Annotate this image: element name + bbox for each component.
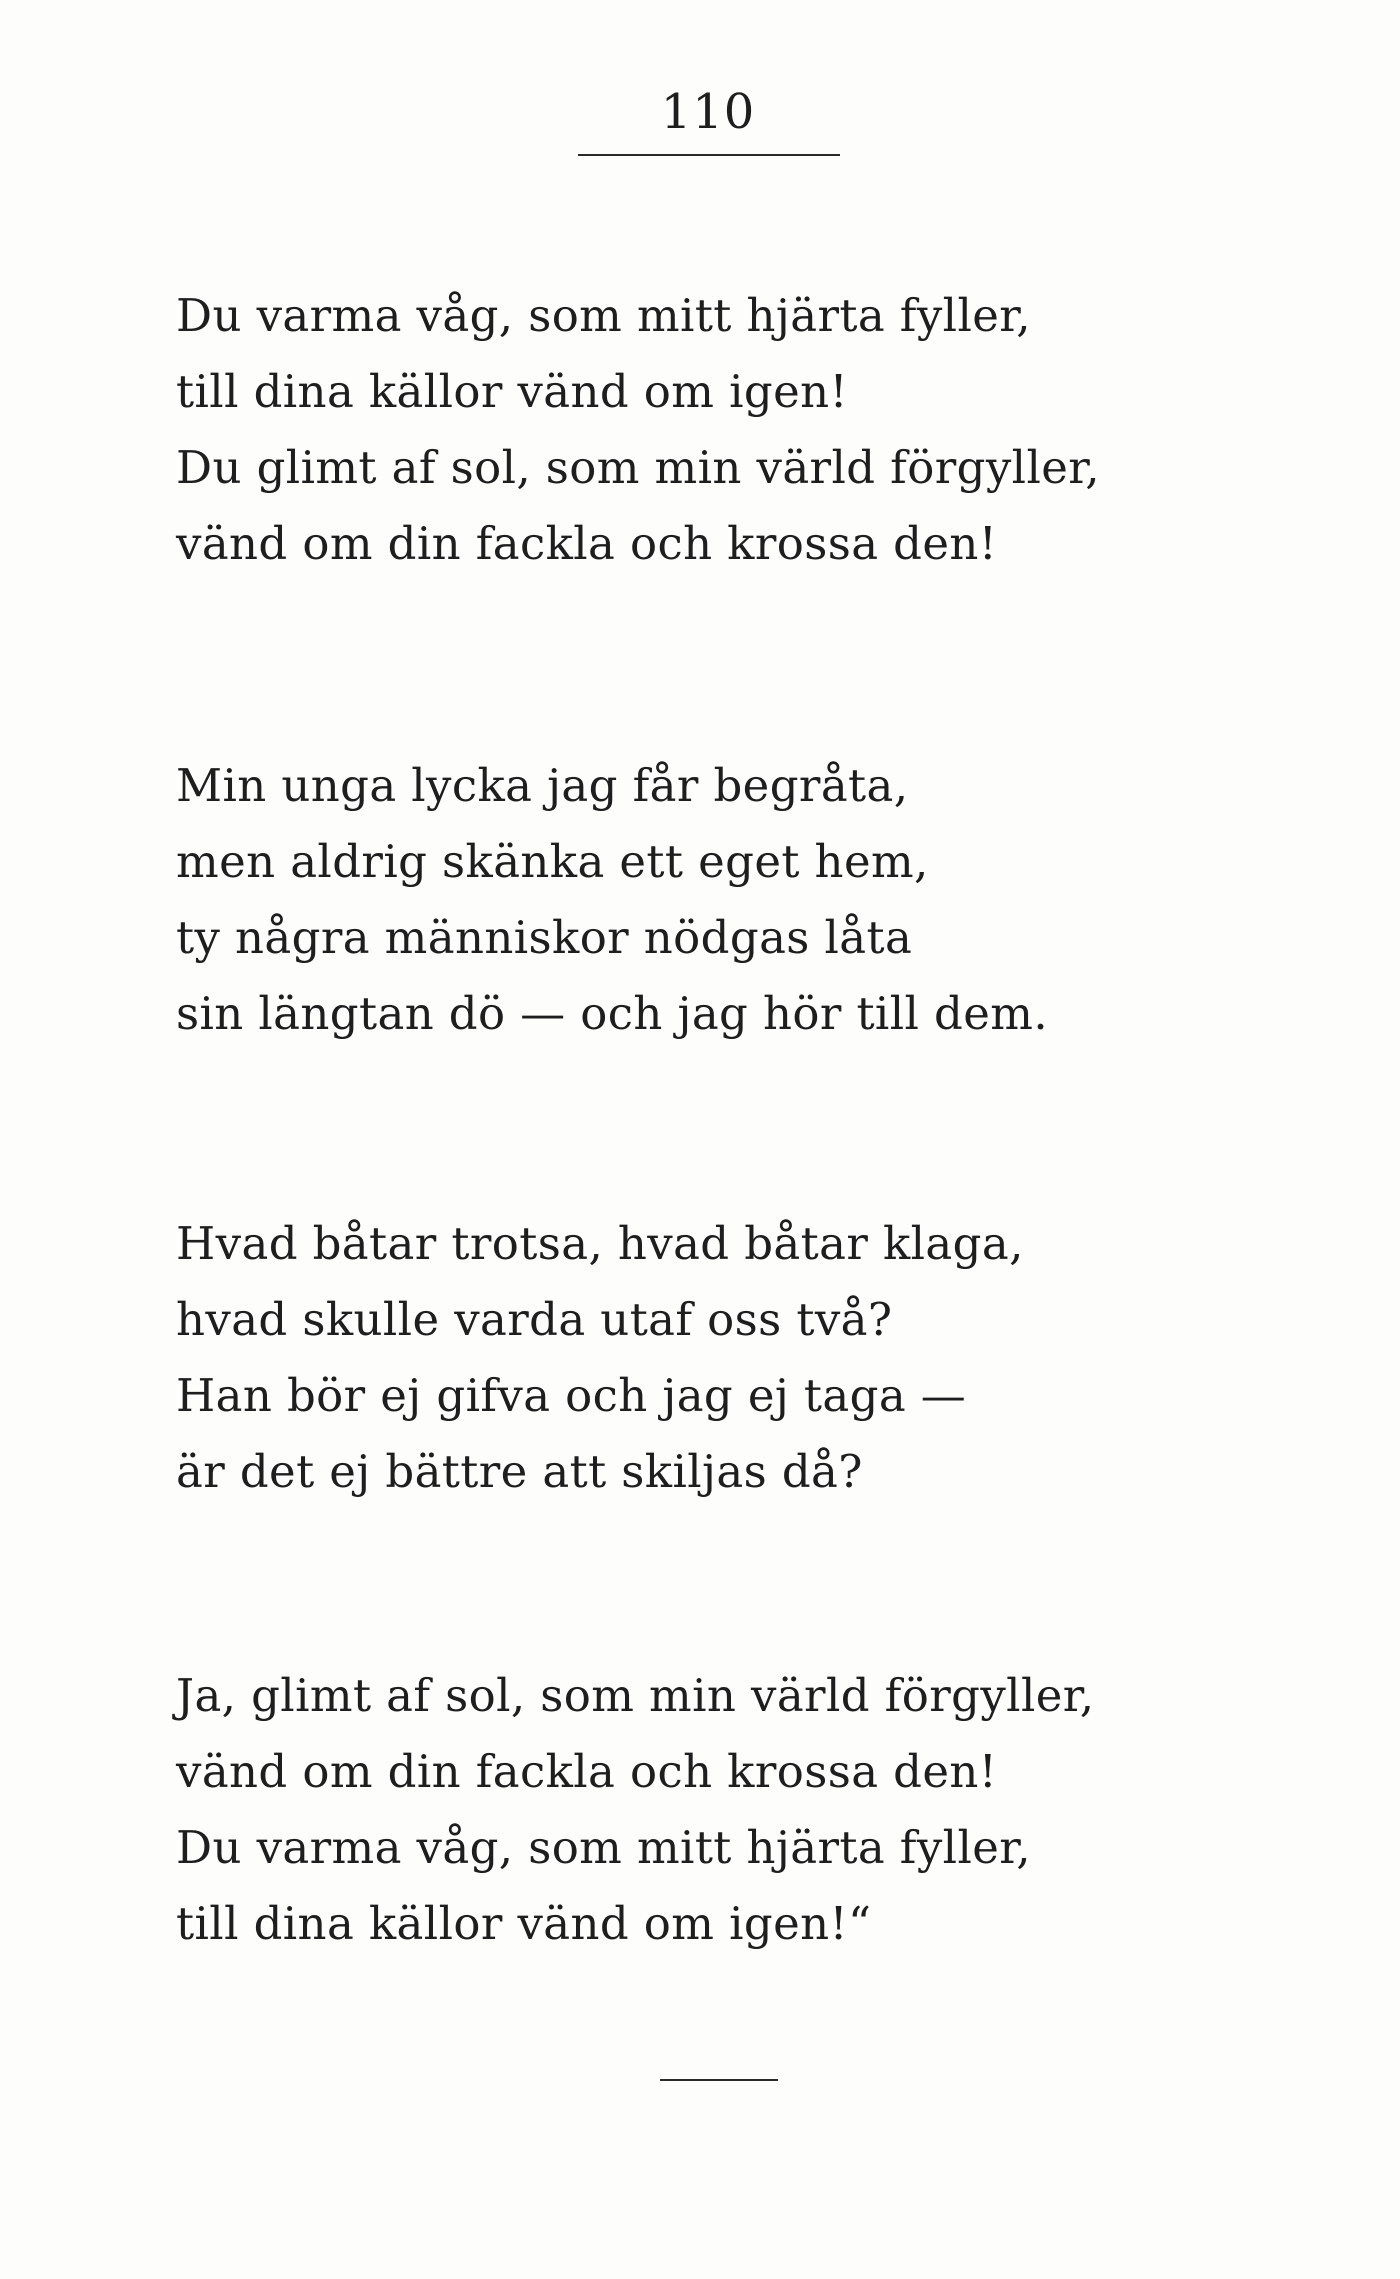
- verse-line: till dina källor vänd om igen!“: [176, 1897, 872, 1950]
- verse-line: men aldrig skänka ett eget hem,: [176, 835, 929, 888]
- stanza-4: [176, 1658, 1296, 1962]
- verse-line: Ja, glimt af sol, som min värld förgyller,: [176, 1669, 1095, 1722]
- verse-line: hvad skulle varda utaf oss två?: [176, 1293, 893, 1346]
- verse-line: Min unga lycka jag får begråta,: [176, 759, 909, 812]
- verse-line: ty några människor nödgas låta: [176, 911, 913, 964]
- verse-line: vänd om din fackla och krossa den!: [176, 1745, 998, 1798]
- header-rule: [578, 154, 840, 156]
- verse-line: vänd om din fackla och krossa den!: [176, 517, 998, 570]
- verse-line: till dina källor vänd om igen!: [176, 365, 848, 418]
- stanza-3: [176, 1206, 1296, 1510]
- verse-line: Du varma våg, som mitt hjärta fyller,: [176, 289, 1031, 342]
- verse-line: är det ej bättre att skiljas då?: [176, 1445, 863, 1498]
- verse-line: Du glimt af sol, som min värld förgyller,: [176, 441, 1100, 494]
- stanza-1: [176, 278, 1296, 582]
- stanza-2: [176, 748, 1296, 1052]
- footer-rule: [660, 2079, 778, 2081]
- verse-line: sin längtan dö — och jag hör till dem.: [176, 987, 1049, 1040]
- verse-line: Hvad båtar trotsa, hvad båtar klaga,: [176, 1217, 1024, 1270]
- verse-line: Han bör ej gifva och jag ej taga —: [176, 1369, 967, 1422]
- verse-line: Du varma våg, som mitt hjärta fyller,: [176, 1821, 1031, 1874]
- page-number: 110: [660, 84, 756, 140]
